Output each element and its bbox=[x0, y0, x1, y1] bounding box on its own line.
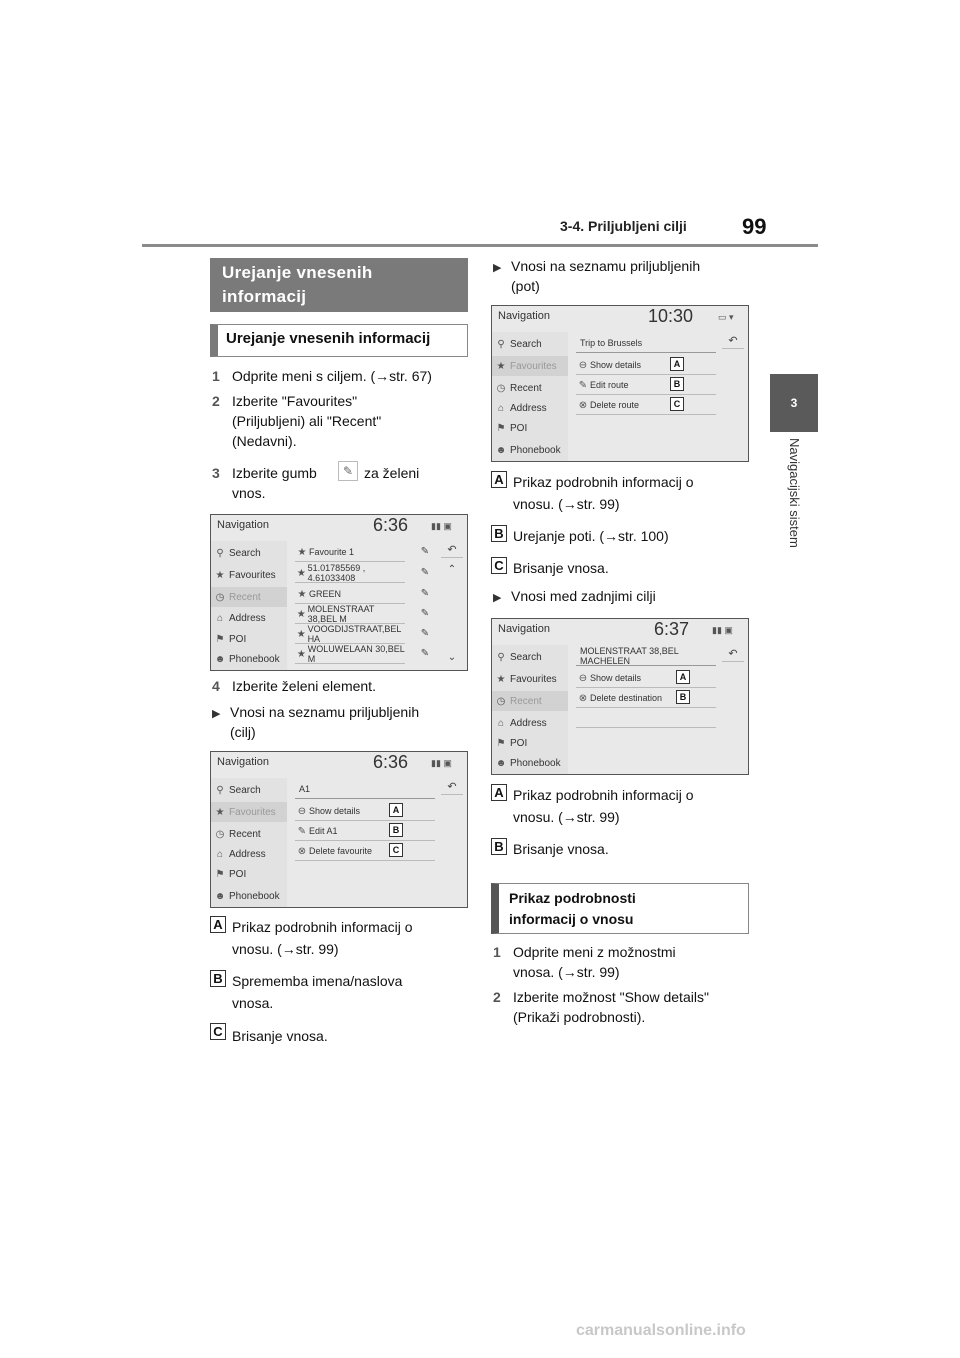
pin-icon: ⚑ bbox=[496, 422, 506, 434]
label-letter: B bbox=[491, 525, 507, 542]
step-1 bbox=[493, 942, 749, 982]
callout-a: A bbox=[676, 670, 690, 684]
details-icon: ⊖ bbox=[578, 359, 588, 371]
screen-sidebar bbox=[211, 778, 287, 908]
pin-icon: ⚑ bbox=[496, 737, 506, 749]
sidebar-item-search[interactable]: ⚲ Search bbox=[211, 543, 287, 563]
sidebar-item-poi[interactable]: ⚑ POI bbox=[492, 733, 568, 753]
step-text: Izberite gumb bbox=[232, 465, 317, 481]
bullet-favourites-route: ▶ Vnosi na seznamu priljubljenih (pot) bbox=[493, 258, 701, 294]
chapter-tab-label: Navigacijski sistem bbox=[787, 438, 802, 548]
sidebar-item-address[interactable]: ⌂ Address bbox=[211, 608, 287, 628]
delete-icon: ⊗ bbox=[297, 845, 307, 857]
step-2 bbox=[493, 987, 749, 1027]
person-icon: ☻ bbox=[214, 653, 226, 665]
step-text: (Priljubljeni) ali "Recent" bbox=[232, 413, 382, 429]
entry-heading: A1 bbox=[295, 780, 435, 799]
sidebar-item-favourites[interactable]: ★ Favourites bbox=[492, 669, 568, 689]
screen-favourites-list bbox=[210, 514, 468, 671]
star-icon: ★ bbox=[296, 567, 306, 579]
star-icon: ★ bbox=[296, 648, 306, 660]
sidebar-item-poi[interactable]: ⚑ POI bbox=[211, 629, 287, 649]
delete-route-button[interactable]: ⊗ Delete route bbox=[576, 396, 716, 415]
arrow-icon: ▶ bbox=[212, 708, 221, 720]
sidebar-item-address[interactable]: ⌂ Address bbox=[492, 713, 568, 733]
step-number: 2 bbox=[212, 393, 220, 409]
pencil-icon[interactable]: ✎ bbox=[420, 567, 430, 578]
label-letter: C bbox=[210, 1023, 226, 1040]
pencil-icon[interactable]: ✎ bbox=[420, 588, 430, 599]
arrow-icon: ▶ bbox=[493, 592, 502, 604]
screen-title: Navigation bbox=[498, 310, 550, 322]
screen-favourite-options bbox=[210, 751, 468, 908]
star-icon: ★ bbox=[496, 360, 506, 372]
subsection-title-details: Prikaz podrobnosti informacij o vnosu bbox=[491, 883, 749, 934]
star-icon: ★ bbox=[215, 569, 225, 581]
search-icon: ⚲ bbox=[497, 338, 505, 350]
clock-icon: ◷ bbox=[496, 695, 506, 707]
sidebar-item-phonebook[interactable]: ☻ Phonebook bbox=[211, 886, 287, 906]
screen-title: Navigation bbox=[498, 623, 550, 635]
subsection-title: Urejanje vnesenih informacij bbox=[210, 324, 468, 357]
sidebar-item-favourites[interactable]: ★ Favourites bbox=[492, 356, 568, 376]
list-item[interactable]: ★ Favourite 1 bbox=[295, 543, 405, 562]
address-icon: ⌂ bbox=[497, 402, 505, 414]
step-text: vnosa. (→str. 99) bbox=[513, 964, 620, 980]
back-icon[interactable]: ↶ bbox=[441, 780, 463, 795]
step-text: (Prikaži podrobnosti). bbox=[513, 1009, 646, 1025]
step-text: Izberite "Favourites" bbox=[232, 393, 358, 409]
sidebar-item-address[interactable]: ⌂ Address bbox=[211, 844, 287, 864]
sidebar-item-phonebook[interactable]: ☻ Phonebook bbox=[492, 440, 568, 460]
label-letter: A bbox=[210, 916, 226, 933]
pencil-icon[interactable]: ✎ bbox=[420, 628, 430, 639]
address-icon: ⌂ bbox=[216, 848, 224, 860]
details-icon: ⊖ bbox=[578, 672, 588, 684]
address-icon: ⌂ bbox=[216, 612, 224, 624]
callout-b: B bbox=[670, 377, 684, 391]
person-icon: ☻ bbox=[495, 444, 507, 456]
screen-clock: 6:37 bbox=[654, 619, 690, 639]
screen-sidebar bbox=[211, 541, 287, 671]
label-c: C Brisanje vnosa. bbox=[491, 557, 749, 581]
sidebar-item-recent[interactable]: ◷ Recent bbox=[211, 587, 287, 607]
step-number: 3 bbox=[212, 465, 220, 481]
entry-heading: Trip to Brussels bbox=[576, 334, 716, 353]
step-text: Izberite želeni element. bbox=[232, 678, 376, 694]
entry-heading: MOLENSTRAAT 38,BEL MACHELEN bbox=[576, 647, 716, 666]
page-number: 99 bbox=[742, 214, 767, 239]
watermark: carmanualsonline.info bbox=[576, 1322, 746, 1339]
status-icons: ▮▮ ▣ bbox=[431, 758, 452, 768]
list-item[interactable]: ★ GREEN bbox=[295, 585, 405, 604]
star-icon: ★ bbox=[297, 546, 307, 558]
section-header: 3-4. Priljubljeni cilji bbox=[560, 218, 687, 234]
search-icon: ⚲ bbox=[216, 547, 224, 559]
callout-a: A bbox=[389, 803, 403, 817]
person-icon: ☻ bbox=[495, 757, 507, 769]
status-icons: ▭ ▾ bbox=[718, 312, 734, 322]
bullet-favourites-destination: ▶ Vnosi na seznamu priljubljenih (cilj) bbox=[212, 704, 420, 740]
sidebar-item-poi[interactable]: ⚑ POI bbox=[492, 418, 568, 438]
star-icon: ★ bbox=[296, 628, 306, 640]
step-3 bbox=[212, 463, 468, 503]
delete-button[interactable]: ⊗ Delete favourite bbox=[295, 842, 435, 861]
list-item[interactable]: ★ VOOGDIJSTRAAT,BEL HA bbox=[295, 625, 405, 644]
pencil-icon: ✎ bbox=[578, 379, 588, 391]
back-icon[interactable]: ↶ bbox=[441, 543, 463, 558]
pin-icon: ⚑ bbox=[215, 868, 225, 880]
sidebar-item-phonebook[interactable]: ☻ Phonebook bbox=[492, 753, 568, 773]
details-icon: ⊖ bbox=[297, 805, 307, 817]
show-details-button[interactable]: ⊖ Show details bbox=[576, 669, 716, 688]
scroll-up-icon[interactable]: ⌃ bbox=[447, 564, 457, 575]
clock-icon: ◷ bbox=[215, 591, 225, 603]
callout-b: B bbox=[676, 690, 690, 704]
back-icon[interactable]: ↶ bbox=[722, 647, 744, 662]
label-c: C Brisanje vnosa. bbox=[210, 1023, 468, 1047]
sidebar-item-recent[interactable]: ◷ Recent bbox=[492, 691, 568, 711]
label-letter: B bbox=[491, 838, 507, 855]
screen-sidebar bbox=[492, 645, 568, 775]
screen-title: Navigation bbox=[217, 519, 269, 531]
back-icon[interactable]: ↶ bbox=[722, 334, 744, 349]
pencil-icon[interactable]: ✎ bbox=[420, 546, 430, 557]
screen-clock: 10:30 bbox=[648, 306, 694, 326]
screen-title: Navigation bbox=[217, 756, 269, 768]
address-icon: ⌂ bbox=[497, 717, 505, 729]
delete-destination-button[interactable]: ⊗ Delete destination bbox=[576, 689, 716, 708]
step-4 bbox=[212, 676, 468, 696]
pencil-icon: ✎ bbox=[297, 825, 307, 837]
list-item[interactable]: ★ MOLENSTRAAT 38,BEL M bbox=[295, 605, 405, 624]
sidebar-item-recent[interactable]: ◷ Recent bbox=[211, 824, 287, 844]
sidebar-item-search[interactable]: ⚲ Search bbox=[492, 647, 568, 667]
pencil-icon[interactable]: ✎ bbox=[420, 608, 430, 619]
chapter-tab: 3 bbox=[770, 374, 818, 432]
step-number: 1 bbox=[212, 368, 220, 384]
step-number: 1 bbox=[493, 944, 501, 960]
callout-c: C bbox=[389, 843, 403, 857]
step-1 bbox=[212, 366, 468, 386]
label-letter: A bbox=[491, 784, 507, 801]
edit-button[interactable]: ✎ Edit A1 bbox=[295, 822, 435, 841]
show-details-button[interactable]: ⊖ Show details bbox=[576, 356, 716, 375]
delete-icon: ⊗ bbox=[578, 692, 588, 704]
edit-route-button[interactable]: ✎ Edit route bbox=[576, 376, 716, 395]
pin-icon: ⚑ bbox=[215, 633, 225, 645]
screen-route-options bbox=[491, 305, 749, 462]
step-text: Odprite meni z možnostmi bbox=[513, 944, 676, 960]
show-details-button[interactable]: ⊖ Show details bbox=[295, 802, 435, 821]
empty-row bbox=[576, 709, 716, 728]
section-title: Urejanje vnesenih informacij bbox=[210, 258, 468, 312]
sidebar-item-favourites[interactable]: ★ Favourites bbox=[211, 565, 287, 585]
label-b: B Brisanje vnosa. bbox=[491, 838, 749, 862]
step-2 bbox=[212, 391, 468, 451]
label-letter: B bbox=[210, 970, 226, 987]
screen-clock: 6:36 bbox=[373, 515, 409, 535]
star-icon: ★ bbox=[296, 608, 306, 620]
callout-b: B bbox=[389, 823, 403, 837]
screen-recent-options bbox=[491, 618, 749, 775]
sidebar-item-recent[interactable]: ◷ Recent bbox=[492, 378, 568, 398]
delete-icon: ⊗ bbox=[578, 399, 588, 411]
label-b: B Sprememba imena/naslova vnosa. bbox=[210, 970, 468, 1016]
sidebar-item-favourites[interactable]: ★ Favourites bbox=[211, 802, 287, 822]
star-icon: ★ bbox=[496, 673, 506, 685]
pencil-icon[interactable]: ✎ bbox=[420, 648, 430, 659]
person-icon: ☻ bbox=[214, 890, 226, 902]
search-icon: ⚲ bbox=[497, 651, 505, 663]
star-icon: ★ bbox=[297, 588, 307, 600]
step-number: 2 bbox=[493, 989, 501, 1005]
list-item[interactable]: ★ WOLUWELAAN 30,BEL M bbox=[296, 644, 405, 664]
screen-clock: 6:36 bbox=[373, 752, 409, 772]
label-a: A Prikaz podrobnih informacij o vnosu. (→str. 99) bbox=[210, 916, 468, 962]
step-text: za želeni bbox=[364, 465, 420, 481]
clock-icon: ◷ bbox=[215, 828, 225, 840]
status-icons: ▮▮ ▣ bbox=[712, 625, 733, 635]
label-letter: A bbox=[491, 471, 507, 488]
sidebar-item-search[interactable]: ⚲ Search bbox=[211, 780, 287, 800]
step-text: Izberite možnost "Show details" bbox=[513, 989, 709, 1005]
callout-a: A bbox=[670, 357, 684, 371]
screen-sidebar bbox=[492, 332, 568, 462]
bullet-recent-destinations: ▶ Vnosi med zadnjimi cilji bbox=[493, 586, 749, 606]
star-icon: ★ bbox=[215, 806, 225, 818]
scroll-down-icon[interactable]: ⌄ bbox=[447, 652, 457, 663]
status-icons: ▮▮ ▣ bbox=[431, 521, 452, 531]
label-letter: C bbox=[491, 557, 507, 574]
sidebar-item-phonebook[interactable]: ☻ Phonebook bbox=[211, 649, 287, 669]
label-b: B Urejanje poti. (→str. 100) bbox=[491, 525, 749, 549]
search-icon: ⚲ bbox=[216, 784, 224, 796]
sidebar-item-search[interactable]: ⚲ Search bbox=[492, 334, 568, 354]
callout-c: C bbox=[670, 397, 684, 411]
pencil-icon: ✎ bbox=[338, 461, 358, 481]
arrow-icon: ▶ bbox=[493, 262, 502, 274]
step-number: 4 bbox=[212, 678, 220, 694]
sidebar-item-address[interactable]: ⌂ Address bbox=[492, 398, 568, 418]
header-rule bbox=[142, 244, 818, 247]
label-a: A Prikaz podrobnih informacij o vnosu. (→str. 99) bbox=[491, 471, 749, 517]
step-text: Odprite meni s ciljem. (→str. 67) bbox=[232, 368, 432, 384]
step-text: vnos. bbox=[232, 485, 266, 501]
label-a: A Prikaz podrobnih informacij o vnosu. (→str. 99) bbox=[491, 784, 749, 830]
step-text: (Nedavni). bbox=[232, 433, 297, 449]
list-item[interactable]: ★ 51.01785569 , 4.61033408 bbox=[295, 564, 405, 583]
sidebar-item-poi[interactable]: ⚑ POI bbox=[211, 864, 287, 884]
clock-icon: ◷ bbox=[496, 382, 506, 394]
